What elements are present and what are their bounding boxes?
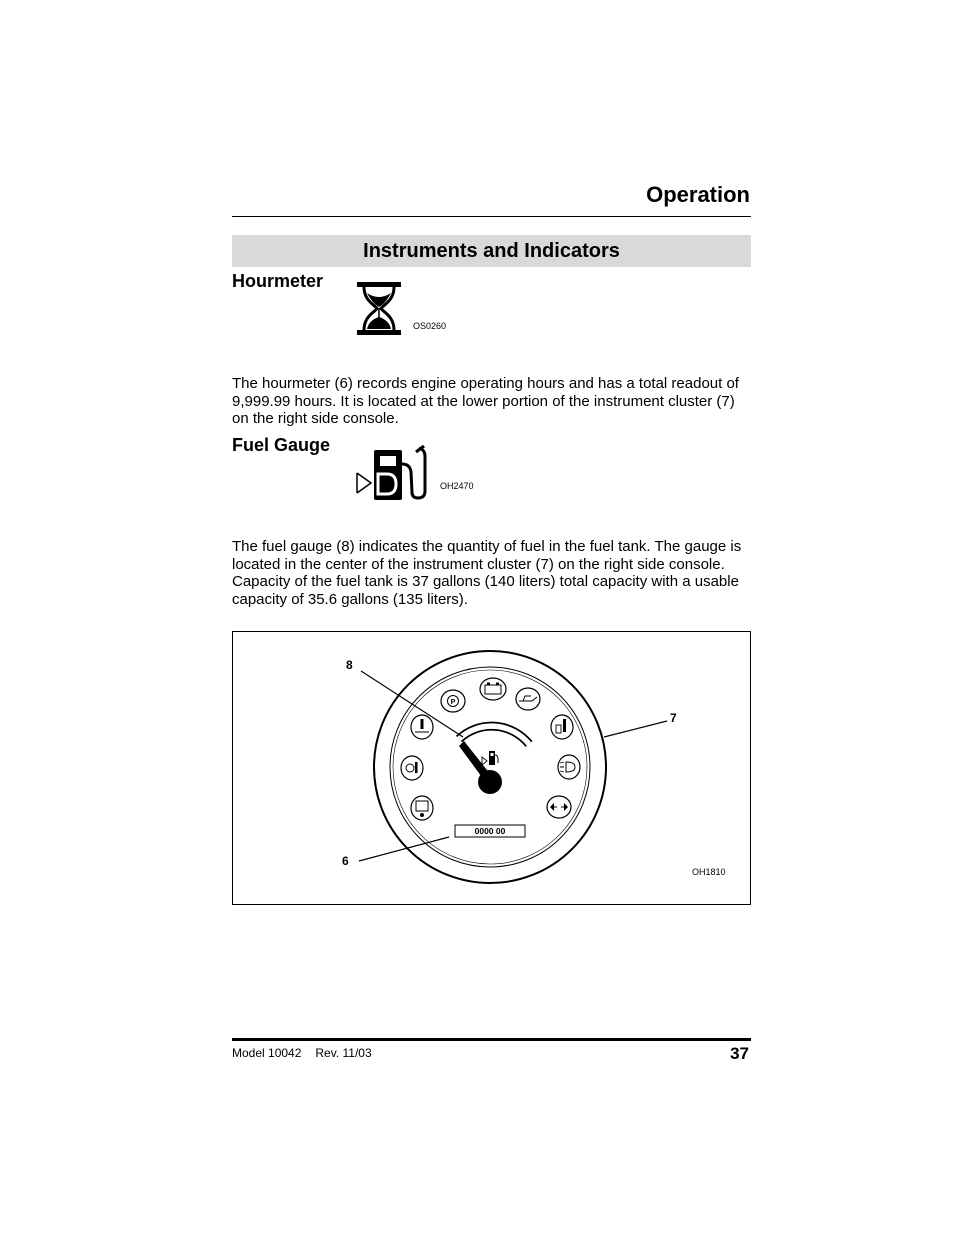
hourmeter-figure-code: OS0260	[413, 321, 447, 331]
header-rule	[232, 216, 751, 217]
callout-line-7	[604, 721, 667, 737]
fuel-gauge-paragraph: The fuel gauge (8) indicates the quantity of fuel in the fuel tank. The gauge is located in the center of the instrument cluster (7) on the right side console. Capacity of the fuel tank is 37 gallons (140 liters) total capacity with a usable capacity of 35.6 gallons (135 liters).	[232, 538, 742, 608]
coolant-level-icon	[551, 715, 573, 739]
hourglass-icon	[356, 281, 402, 336]
footer-model-revision	[232, 1046, 386, 1060]
page-title-banner	[232, 235, 751, 267]
page-number: 37	[730, 1044, 749, 1063]
callout-6: 6	[342, 854, 349, 868]
page-title: Instruments and Indicators	[363, 240, 620, 262]
battery-icon	[480, 678, 506, 700]
footer-model: Model 10042	[232, 1046, 302, 1060]
fuel-gauge-heading: Fuel Gauge	[232, 435, 331, 455]
hourmeter-readout: 0000 00	[474, 826, 506, 836]
parking-brake-icon	[441, 690, 465, 712]
svg-text:P: P	[450, 699, 456, 706]
footer-rule	[232, 1038, 751, 1041]
callout-8: 8	[346, 658, 353, 672]
fuel-pump-diesel-icon	[354, 444, 434, 500]
footer-revision: Rev. 11/03	[315, 1046, 372, 1060]
needle-hub	[478, 770, 502, 794]
hydraulic-temp-icon	[411, 715, 433, 739]
headlight-icon	[558, 755, 580, 779]
fuel-gauge-figure-code: OH2470	[440, 481, 474, 491]
hourmeter-paragraph: The hourmeter (6) records engine operating hours and has a total readout of 9,999.99 hours. It is located at the lower portion of the instrument cluster (7) on the right side console.	[232, 375, 739, 427]
turn-signal-icon	[547, 796, 571, 818]
seat-belt-icon	[411, 796, 433, 820]
section-title: Operation	[646, 182, 750, 207]
oil-pressure-icon	[516, 688, 540, 710]
hourmeter-heading: Hourmeter	[232, 271, 324, 291]
cluster-figure-code: OH1810	[692, 867, 726, 877]
callout-7: 7	[670, 711, 677, 725]
transmission-temp-icon	[401, 756, 423, 780]
instrument-cluster-illustration	[232, 631, 752, 906]
